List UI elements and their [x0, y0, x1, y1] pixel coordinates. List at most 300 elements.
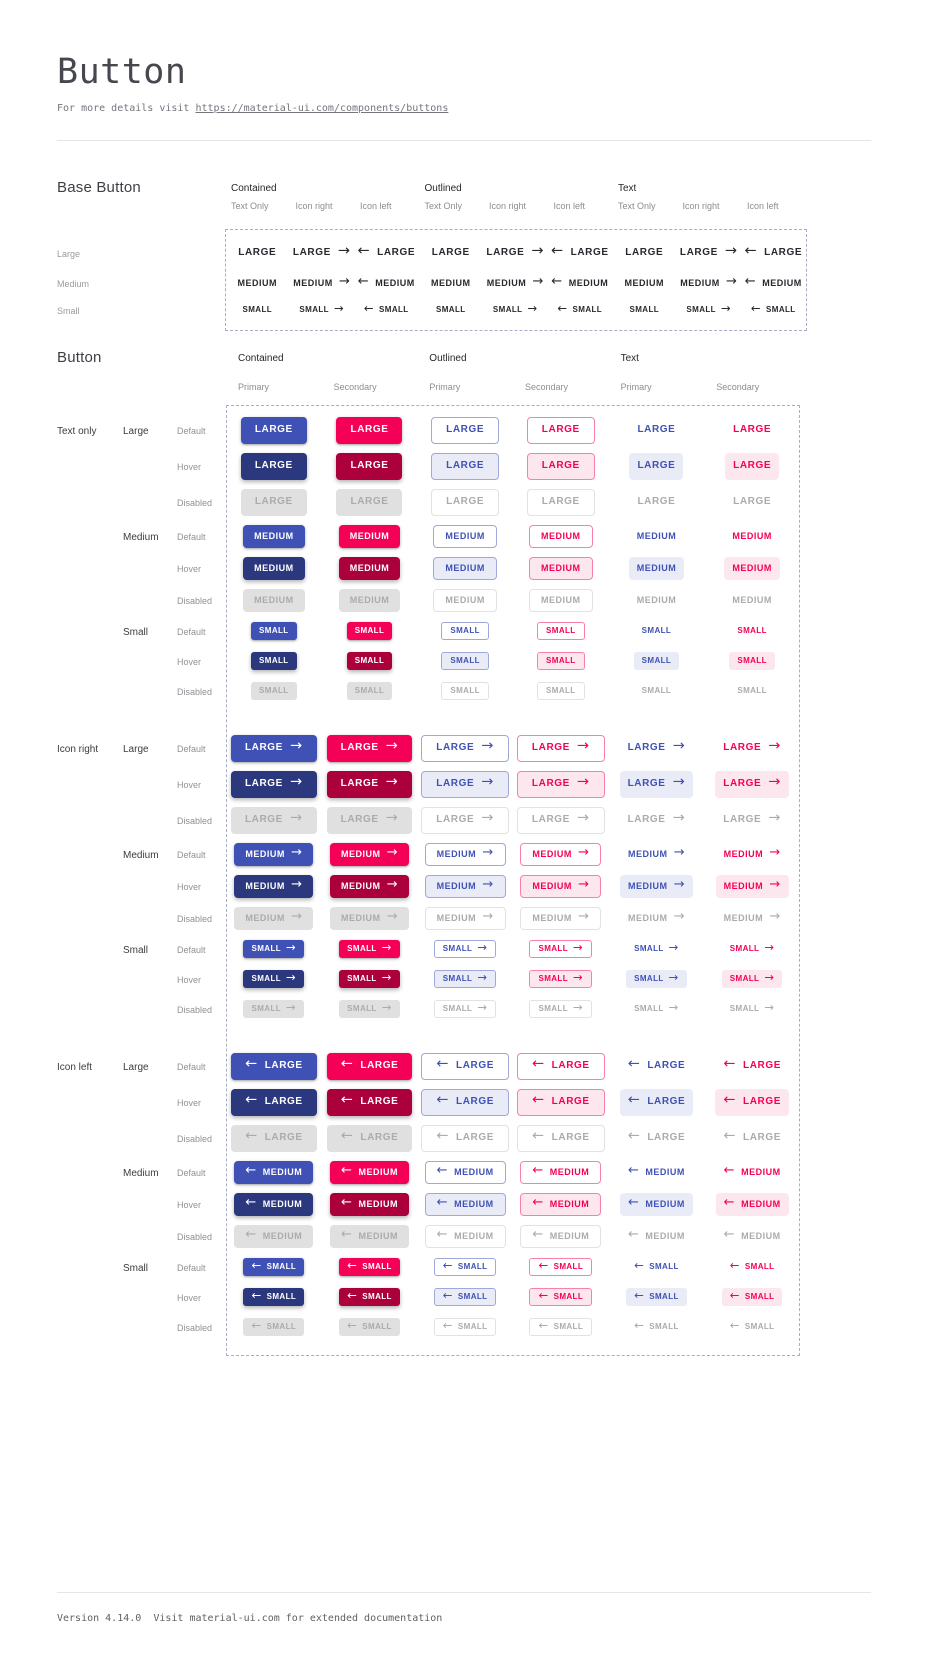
- button-contained-secondary-medium-hover[interactable]: [339, 557, 401, 580]
- state-label-hover: Hover: [177, 462, 202, 472]
- button-outlined-primary-large-disabled-icon-right: [421, 807, 509, 834]
- base-button-small-icon-right[interactable]: [487, 301, 544, 319]
- button-outlined-primary-medium-hover-icon-right[interactable]: [425, 875, 506, 898]
- button-contained-primary-small-hover-icon-left[interactable]: [243, 1288, 304, 1306]
- base-row-label-large: Large: [57, 249, 81, 259]
- button-outlined-primary-large-hover[interactable]: [431, 453, 499, 480]
- button-contained-primary-large-disabled: [241, 489, 307, 516]
- button-label: SMALL: [641, 686, 672, 695]
- button-label: LARGE: [723, 778, 762, 789]
- button-label: LARGE: [647, 1132, 686, 1143]
- button-label: MEDIUM: [254, 562, 294, 573]
- button-text-primary-large-hover-icon-right[interactable]: [620, 771, 694, 798]
- button-label: SMALL: [729, 1004, 760, 1013]
- arrow-left-icon: ←: [347, 1288, 358, 1303]
- button-label: MEDIUM: [732, 530, 772, 541]
- button-contained-primary-medium-hover[interactable]: [243, 557, 305, 580]
- base-button-small-icon-left[interactable]: [551, 301, 608, 319]
- button-contained-primary-medium-disabled: [243, 589, 305, 612]
- button-row-icon-left-small-hover: [57, 1282, 871, 1312]
- button-outlined-secondary-medium-hover[interactable]: [529, 557, 593, 580]
- button-label: SMALL: [379, 305, 409, 314]
- button-contained-primary-small-default[interactable]: [251, 622, 297, 640]
- button-label: MEDIUM: [454, 1230, 494, 1241]
- arrow-left-icon: ←: [723, 1056, 736, 1073]
- arrow-right-icon: →: [527, 301, 538, 316]
- base-button-large-icon-right[interactable]: [287, 240, 357, 267]
- button-text-primary-medium-hover-icon-left[interactable]: [620, 1193, 693, 1216]
- button-label: MEDIUM: [341, 848, 381, 859]
- button-text-secondary-small-hover-icon-left[interactable]: [722, 1288, 783, 1306]
- button-label: LARGE: [733, 424, 772, 435]
- arrow-left-icon: ←: [436, 1128, 450, 1145]
- arrow-right-icon: →: [576, 774, 590, 791]
- button-label: MEDIUM: [245, 848, 285, 859]
- button-outlined-secondary-large-default-icon-right[interactable]: [517, 735, 605, 762]
- button-contained-secondary-medium-hover-icon-left[interactable]: [330, 1193, 409, 1216]
- button-label: LARGE: [531, 778, 570, 789]
- state-label-disabled: Disabled: [177, 687, 213, 697]
- button-outlined-primary-small-hover-icon-left[interactable]: [434, 1288, 497, 1306]
- base-button-small-text-only[interactable]: [236, 301, 278, 319]
- base-button-large-icon-left[interactable]: [738, 240, 808, 267]
- button-outlined-primary-medium-default-icon-right[interactable]: [425, 843, 506, 866]
- button-label: MEDIUM: [532, 912, 572, 923]
- base-button-medium-icon-left[interactable]: [352, 272, 421, 295]
- subcolumn-header-icon-left: Icon left: [553, 201, 586, 211]
- button-contained-primary-small-hover[interactable]: [251, 652, 297, 670]
- button-label: LARGE: [340, 742, 379, 753]
- button-text-primary-large-hover[interactable]: [629, 453, 683, 480]
- button-outlined-secondary-small-disabled-icon-right: [529, 1000, 592, 1018]
- base-button-small-icon-right[interactable]: [680, 301, 737, 319]
- button-contained-primary-large-hover[interactable]: [241, 453, 307, 480]
- button-label: SMALL: [354, 686, 385, 695]
- arrow-right-icon: →: [290, 844, 303, 860]
- arrow-right-icon: →: [386, 876, 398, 892]
- base-button-large-text-only[interactable]: [426, 240, 476, 267]
- docs-link[interactable]: https://material-ui.com/components/buttons: [195, 103, 449, 114]
- button-row-text-only-medium-hover: [57, 552, 871, 584]
- arrow-right-icon: →: [386, 908, 398, 924]
- arrow-left-icon: ←: [723, 1194, 736, 1210]
- button-outlined-primary-medium-hover[interactable]: [433, 557, 497, 580]
- button-contained-secondary-medium-disabled-icon-right: [330, 907, 409, 930]
- button-label: MEDIUM: [549, 1198, 590, 1209]
- button-label: MEDIUM: [541, 530, 581, 541]
- button-text-secondary-medium-default[interactable]: [724, 525, 780, 548]
- button-label: LARGE: [531, 742, 570, 753]
- button-label: LARGE: [456, 1132, 495, 1143]
- base-button-small-text-only[interactable]: [430, 301, 472, 319]
- button-row-icon-left-large-hover: [57, 1084, 871, 1120]
- button-label: SMALL: [546, 626, 576, 635]
- subcolumn-header-primary: Primary: [238, 382, 269, 392]
- base-button-small-icon-left[interactable]: [358, 301, 415, 319]
- button-row-text-only-large-disabled: [57, 484, 871, 520]
- button-label: MEDIUM: [645, 1198, 685, 1209]
- base-button-medium-text-only[interactable]: [425, 272, 477, 295]
- button-contained-primary-large-hover-icon-left[interactable]: [231, 1089, 317, 1116]
- button-text-primary-small-hover-icon-left[interactable]: [626, 1288, 687, 1306]
- button-text-secondary-medium-default-icon-right[interactable]: [716, 843, 789, 866]
- button-label: SMALL: [347, 974, 377, 983]
- button-contained-secondary-small-default[interactable]: [347, 622, 393, 640]
- button-contained-primary-medium-default[interactable]: [243, 525, 305, 548]
- button-contained-secondary-large-hover-icon-left[interactable]: [327, 1089, 413, 1116]
- button-text-secondary-small-hover[interactable]: [729, 652, 775, 670]
- button-row-icon-left-medium-hover: [57, 1188, 871, 1220]
- button-label: SMALL: [251, 974, 282, 983]
- button-text-primary-medium-default-icon-left[interactable]: [620, 1161, 693, 1184]
- button-contained-primary-small-disabled: [251, 682, 297, 700]
- base-button-medium-icon-right[interactable]: [481, 272, 550, 295]
- arrow-right-icon: →: [482, 876, 494, 892]
- button-label: MEDIUM: [262, 1166, 303, 1177]
- button-outlined-secondary-large-hover[interactable]: [527, 453, 595, 480]
- arrow-left-icon: ←: [532, 1162, 544, 1178]
- button-label: SMALL: [450, 626, 480, 635]
- button-text-primary-large-default-icon-right[interactable]: [620, 735, 694, 762]
- button-text-primary-large-default-icon-left[interactable]: [620, 1053, 694, 1080]
- button-contained-primary-medium-default-icon-left[interactable]: [234, 1161, 313, 1184]
- subcolumn-header-primary: Primary: [429, 382, 461, 392]
- button-text-secondary-large-default[interactable]: [725, 417, 779, 444]
- button-text-primary-small-default[interactable]: [634, 622, 680, 640]
- button-label: LARGE: [244, 742, 283, 753]
- state-label-default: Default: [177, 426, 206, 436]
- button-label: LARGE: [254, 496, 293, 507]
- button-outlined-primary-medium-hover-icon-left[interactable]: [425, 1193, 506, 1216]
- button-row-icon-right-small-disabled: [57, 994, 871, 1024]
- button-contained-primary-medium-hover-icon-right[interactable]: [234, 875, 313, 898]
- button-contained-secondary-medium-hover-icon-right[interactable]: [330, 875, 409, 898]
- button-contained-secondary-large-default-icon-left[interactable]: [327, 1053, 413, 1080]
- button-outlined-secondary-medium-hover-icon-left[interactable]: [520, 1193, 601, 1216]
- column-header-text: Text: [620, 353, 639, 364]
- button-row-icon-right-small-hover: [57, 964, 871, 994]
- button-label: LARGE: [627, 778, 666, 789]
- arrow-left-icon: ←: [442, 1318, 453, 1333]
- arrow-left-icon: ←: [557, 301, 568, 316]
- arrow-left-icon: ←: [341, 1226, 353, 1242]
- button-contained-secondary-large-hover-icon-right[interactable]: [327, 771, 413, 798]
- button-outlined-secondary-medium-hover-icon-right[interactable]: [520, 875, 601, 898]
- arrow-right-icon: →: [385, 810, 399, 827]
- button-label: SMALL: [641, 656, 672, 665]
- button-outlined-secondary-small-hover-icon-right[interactable]: [529, 970, 592, 988]
- state-label-disabled: Disabled: [177, 914, 213, 924]
- arrow-left-icon: ←: [627, 1128, 641, 1145]
- button-label: MEDIUM: [627, 912, 668, 923]
- base-button-medium-icon-right[interactable]: [674, 272, 743, 295]
- button-outlined-secondary-small-hover-icon-left[interactable]: [529, 1288, 592, 1306]
- button-outlined-secondary-small-default-icon-right[interactable]: [529, 940, 592, 958]
- arrow-right-icon: →: [720, 301, 732, 316]
- arrow-right-icon: →: [290, 908, 303, 924]
- button-outlined-secondary-small-default-icon-left[interactable]: [529, 1258, 592, 1276]
- button-contained-primary-large-default-icon-right[interactable]: [231, 735, 317, 762]
- button-label: SMALL: [641, 626, 672, 635]
- button-contained-primary-small-default-icon-left[interactable]: [243, 1258, 304, 1276]
- subcolumn-header-text-only: Text Only: [424, 201, 463, 211]
- base-section-heading: Base Button: [57, 179, 141, 196]
- button-label: LARGE: [637, 460, 676, 471]
- button-text-secondary-medium-hover[interactable]: [724, 557, 780, 580]
- button-contained-secondary-medium-default[interactable]: [339, 525, 401, 548]
- button-outlined-secondary-small-hover[interactable]: [537, 652, 585, 670]
- button-label: SMALL: [450, 656, 480, 665]
- button-section-subheader-row: [57, 382, 871, 392]
- button-label: MEDIUM: [486, 277, 527, 288]
- button-text-primary-medium-default-icon-right[interactable]: [620, 843, 693, 866]
- button-outlined-primary-small-default[interactable]: [441, 622, 489, 640]
- button-label: SMALL: [457, 1262, 488, 1271]
- button-contained-primary-medium-default-icon-right[interactable]: [234, 843, 313, 866]
- button-outlined-secondary-medium-default-icon-left[interactable]: [520, 1161, 601, 1184]
- button-label: SMALL: [729, 944, 760, 953]
- button-contained-secondary-medium-disabled: [339, 589, 401, 612]
- button-label: MEDIUM: [627, 880, 668, 891]
- arrow-left-icon: ←: [532, 1194, 544, 1210]
- button-outlined-primary-small-hover-icon-right[interactable]: [434, 970, 497, 988]
- button-text-secondary-large-default-icon-right[interactable]: [715, 735, 789, 762]
- button-outlined-primary-small-hover[interactable]: [441, 652, 489, 670]
- arrow-right-icon: →: [477, 970, 488, 985]
- button-label: MEDIUM: [349, 594, 390, 605]
- button-label: LARGE: [647, 1060, 686, 1071]
- button-label: MEDIUM: [349, 562, 390, 573]
- arrow-right-icon: →: [573, 970, 584, 985]
- button-outlined-secondary-small-default[interactable]: [537, 622, 585, 640]
- button-outlined-secondary-large-default-icon-left[interactable]: [517, 1053, 605, 1080]
- button-label: MEDIUM: [358, 1166, 398, 1177]
- button-contained-secondary-large-hover[interactable]: [336, 453, 402, 480]
- button-contained-secondary-small-hover-icon-right[interactable]: [339, 970, 400, 988]
- arrow-left-icon: ←: [531, 1128, 545, 1145]
- button-contained-primary-large-hover-icon-right[interactable]: [231, 771, 317, 798]
- button-contained-primary-small-disabled-icon-right: [243, 1000, 304, 1018]
- base-button-large-icon-right[interactable]: [674, 240, 744, 267]
- button-contained-secondary-small-hover[interactable]: [347, 652, 393, 670]
- button-text-secondary-small-default[interactable]: [729, 622, 775, 640]
- button-text-primary-small-hover[interactable]: [634, 652, 680, 670]
- button-label: MEDIUM: [245, 912, 285, 923]
- base-button-large-text-only[interactable]: [619, 240, 669, 267]
- button-contained-secondary-medium-default-icon-left[interactable]: [330, 1161, 409, 1184]
- arrow-left-icon: ←: [532, 1226, 544, 1242]
- button-text-primary-large-hover-icon-left[interactable]: [620, 1089, 694, 1116]
- button-label: LARGE: [627, 814, 666, 825]
- button-label: SMALL: [347, 1004, 377, 1013]
- button-label: SMALL: [450, 686, 480, 695]
- button-label: SMALL: [442, 974, 473, 983]
- button-label: LARGE: [350, 460, 389, 471]
- arrow-left-icon: ←: [627, 1092, 641, 1109]
- button-outlined-primary-large-hover-icon-left[interactable]: [421, 1089, 509, 1116]
- arrow-left-icon: ←: [245, 1162, 257, 1178]
- button-outlined-primary-large-hover-icon-right[interactable]: [421, 771, 509, 798]
- button-text-secondary-small-default-icon-right[interactable]: [722, 940, 783, 958]
- button-text-secondary-medium-hover-icon-right[interactable]: [716, 875, 789, 898]
- button-outlined-primary-medium-default[interactable]: [433, 525, 497, 548]
- button-text-secondary-large-hover-icon-right[interactable]: [715, 771, 789, 798]
- button-group-icon-left: [57, 1048, 871, 1342]
- button-outlined-secondary-small-disabled-icon-left: [529, 1318, 592, 1336]
- state-label-hover: Hover: [177, 1293, 202, 1303]
- button-label: LARGE: [264, 1060, 303, 1071]
- subcolumn-header-icon-left: Icon left: [360, 201, 392, 211]
- button-label: LARGE: [742, 1132, 781, 1143]
- button-contained-secondary-medium-default-icon-right[interactable]: [330, 843, 409, 866]
- button-label: SMALL: [649, 1262, 679, 1271]
- base-button-small-icon-left[interactable]: [745, 301, 802, 319]
- base-button-medium-text-only[interactable]: [619, 272, 671, 295]
- button-label: LARGE: [340, 778, 379, 789]
- button-label: SMALL: [737, 656, 767, 665]
- button-label: MEDIUM: [741, 1198, 781, 1209]
- arrow-right-icon: →: [385, 774, 399, 791]
- button-text-primary-small-hover-icon-right[interactable]: [626, 970, 687, 988]
- state-label-default: Default: [177, 850, 206, 860]
- button-label: LARGE: [244, 778, 283, 789]
- button-contained-primary-large-disabled-icon-left: [231, 1125, 317, 1152]
- size-label-small: Small: [123, 627, 149, 638]
- arrow-left-icon: ←: [357, 243, 371, 260]
- arrow-right-icon: →: [482, 844, 494, 860]
- state-label-disabled: Disabled: [177, 1232, 213, 1242]
- base-button-large-icon-right[interactable]: [480, 240, 550, 267]
- base-button-large-icon-left[interactable]: [351, 240, 421, 267]
- button-text-secondary-small-hover-icon-right[interactable]: [722, 970, 783, 988]
- button-row-icon-right-medium-disabled: [57, 902, 871, 934]
- button-label: MEDIUM: [636, 562, 677, 573]
- button-text-secondary-large-default-icon-left[interactable]: [715, 1053, 789, 1080]
- size-label-medium: Medium: [123, 850, 159, 861]
- arrow-left-icon: ←: [442, 1288, 453, 1303]
- base-section-header-row: [57, 179, 871, 196]
- button-contained-primary-large-default[interactable]: [241, 417, 307, 444]
- button-outlined-primary-large-default-icon-left[interactable]: [421, 1053, 509, 1080]
- page-subtitle: [57, 103, 871, 114]
- button-outlined-secondary-large-hover-icon-right[interactable]: [517, 771, 605, 798]
- button-row-text-only-medium-default: [57, 520, 871, 552]
- button-text-secondary-large-hover-icon-left[interactable]: [715, 1089, 789, 1116]
- button-label: LARGE: [723, 742, 762, 753]
- base-button-row-small: [57, 297, 871, 323]
- button-contained-primary-medium-hover-icon-left[interactable]: [234, 1193, 313, 1216]
- arrow-left-icon: ←: [551, 273, 563, 289]
- button-label: MEDIUM: [375, 277, 415, 288]
- button-label: SMALL: [744, 1262, 775, 1271]
- button-outlined-primary-medium-default-icon-left[interactable]: [425, 1161, 506, 1184]
- button-text-secondary-large-disabled-icon-right: [715, 807, 789, 834]
- button-outlined-secondary-medium-default-icon-right[interactable]: [520, 843, 601, 866]
- button-label: LARGE: [742, 1060, 781, 1071]
- button-label: LARGE: [264, 1096, 303, 1107]
- button-contained-primary-small-hover-icon-right[interactable]: [243, 970, 304, 988]
- arrow-right-icon: →: [286, 970, 297, 985]
- button-label: LARGE: [551, 1132, 590, 1143]
- button-contained-secondary-large-default-icon-right[interactable]: [327, 735, 413, 762]
- button-outlined-primary-small-default-icon-left[interactable]: [434, 1258, 497, 1276]
- button-text-secondary-medium-hover-icon-left[interactable]: [716, 1193, 789, 1216]
- button-label: LARGE: [551, 1060, 590, 1071]
- button-outlined-secondary-large-default[interactable]: [527, 417, 595, 444]
- button-text-primary-large-default[interactable]: [629, 417, 683, 444]
- arrow-left-icon: ←: [729, 1288, 740, 1303]
- column-header-contained: Contained: [231, 183, 277, 194]
- button-text-primary-small-default-icon-right[interactable]: [626, 940, 687, 958]
- button-text-secondary-medium-default-icon-left[interactable]: [716, 1161, 789, 1184]
- button-text-primary-medium-disabled-icon-left: [620, 1225, 693, 1248]
- button-outlined-primary-large-default-icon-right[interactable]: [421, 735, 509, 762]
- button-label: MEDIUM: [723, 848, 764, 859]
- button-row-text-only-medium-disabled: [57, 584, 871, 616]
- button-text-primary-medium-hover[interactable]: [629, 557, 685, 580]
- button-outlined-primary-small-default-icon-right[interactable]: [434, 940, 497, 958]
- button-text-secondary-large-hover[interactable]: [725, 453, 779, 480]
- button-contained-secondary-small-hover-icon-left[interactable]: [339, 1288, 400, 1306]
- button-outlined-secondary-medium-default[interactable]: [529, 525, 593, 548]
- button-label: SMALL: [354, 626, 385, 635]
- arrow-left-icon: ←: [251, 1258, 262, 1273]
- button-contained-secondary-small-default-icon-right[interactable]: [339, 940, 400, 958]
- base-button-row-large: [57, 237, 871, 269]
- button-outlined-secondary-large-hover-icon-left[interactable]: [517, 1089, 605, 1116]
- button-outlined-secondary-medium-disabled: [529, 589, 593, 612]
- base-button-small-icon-right[interactable]: [293, 301, 350, 319]
- base-button-large-text-only[interactable]: [232, 240, 282, 267]
- button-row-text-only-small-default: [57, 616, 871, 646]
- base-button-medium-icon-right[interactable]: [287, 272, 356, 295]
- button-label: LARGE: [377, 247, 416, 258]
- button-text-secondary-small-default-icon-left[interactable]: [722, 1258, 783, 1276]
- arrow-right-icon: →: [286, 940, 297, 955]
- state-label-hover: Hover: [177, 564, 202, 574]
- arrow-right-icon: →: [672, 810, 686, 827]
- button-text-secondary-small-disabled-icon-right: [722, 1000, 783, 1018]
- base-button-medium-icon-left[interactable]: [739, 272, 808, 295]
- arrow-right-icon: →: [764, 970, 775, 985]
- button-label: SMALL: [649, 1322, 679, 1331]
- button-label: MEDIUM: [349, 530, 390, 541]
- button-section: [57, 349, 871, 1342]
- button-label: LARGE: [541, 460, 580, 471]
- button-label: SMALL: [299, 305, 329, 314]
- base-button-small-text-only[interactable]: [623, 301, 665, 319]
- button-text-primary-medium-hover-icon-right[interactable]: [620, 875, 693, 898]
- button-label: MEDIUM: [431, 277, 471, 288]
- button-text-primary-small-default-icon-left[interactable]: [626, 1258, 687, 1276]
- button-contained-secondary-large-default[interactable]: [336, 417, 402, 444]
- button-contained-secondary-small-default-icon-left[interactable]: [339, 1258, 400, 1276]
- button-label: LARGE: [360, 1096, 399, 1107]
- base-button-medium-text-only[interactable]: [232, 272, 284, 295]
- base-button-medium-icon-left[interactable]: [545, 272, 614, 295]
- subcolumn-header-secondary: Secondary: [333, 382, 377, 392]
- button-label: MEDIUM: [532, 880, 572, 891]
- button-contained-primary-large-default-icon-left[interactable]: [231, 1053, 317, 1080]
- arrow-right-icon: →: [385, 738, 399, 755]
- button-text-secondary-medium-disabled: [724, 589, 780, 612]
- base-button-large-icon-left[interactable]: [545, 240, 615, 267]
- state-label-default: Default: [177, 1062, 206, 1072]
- button-text-primary-medium-default[interactable]: [629, 525, 685, 548]
- button-outlined-primary-large-default[interactable]: [431, 417, 499, 444]
- arrow-left-icon: ←: [538, 1258, 549, 1273]
- button-contained-primary-small-default-icon-right[interactable]: [243, 940, 304, 958]
